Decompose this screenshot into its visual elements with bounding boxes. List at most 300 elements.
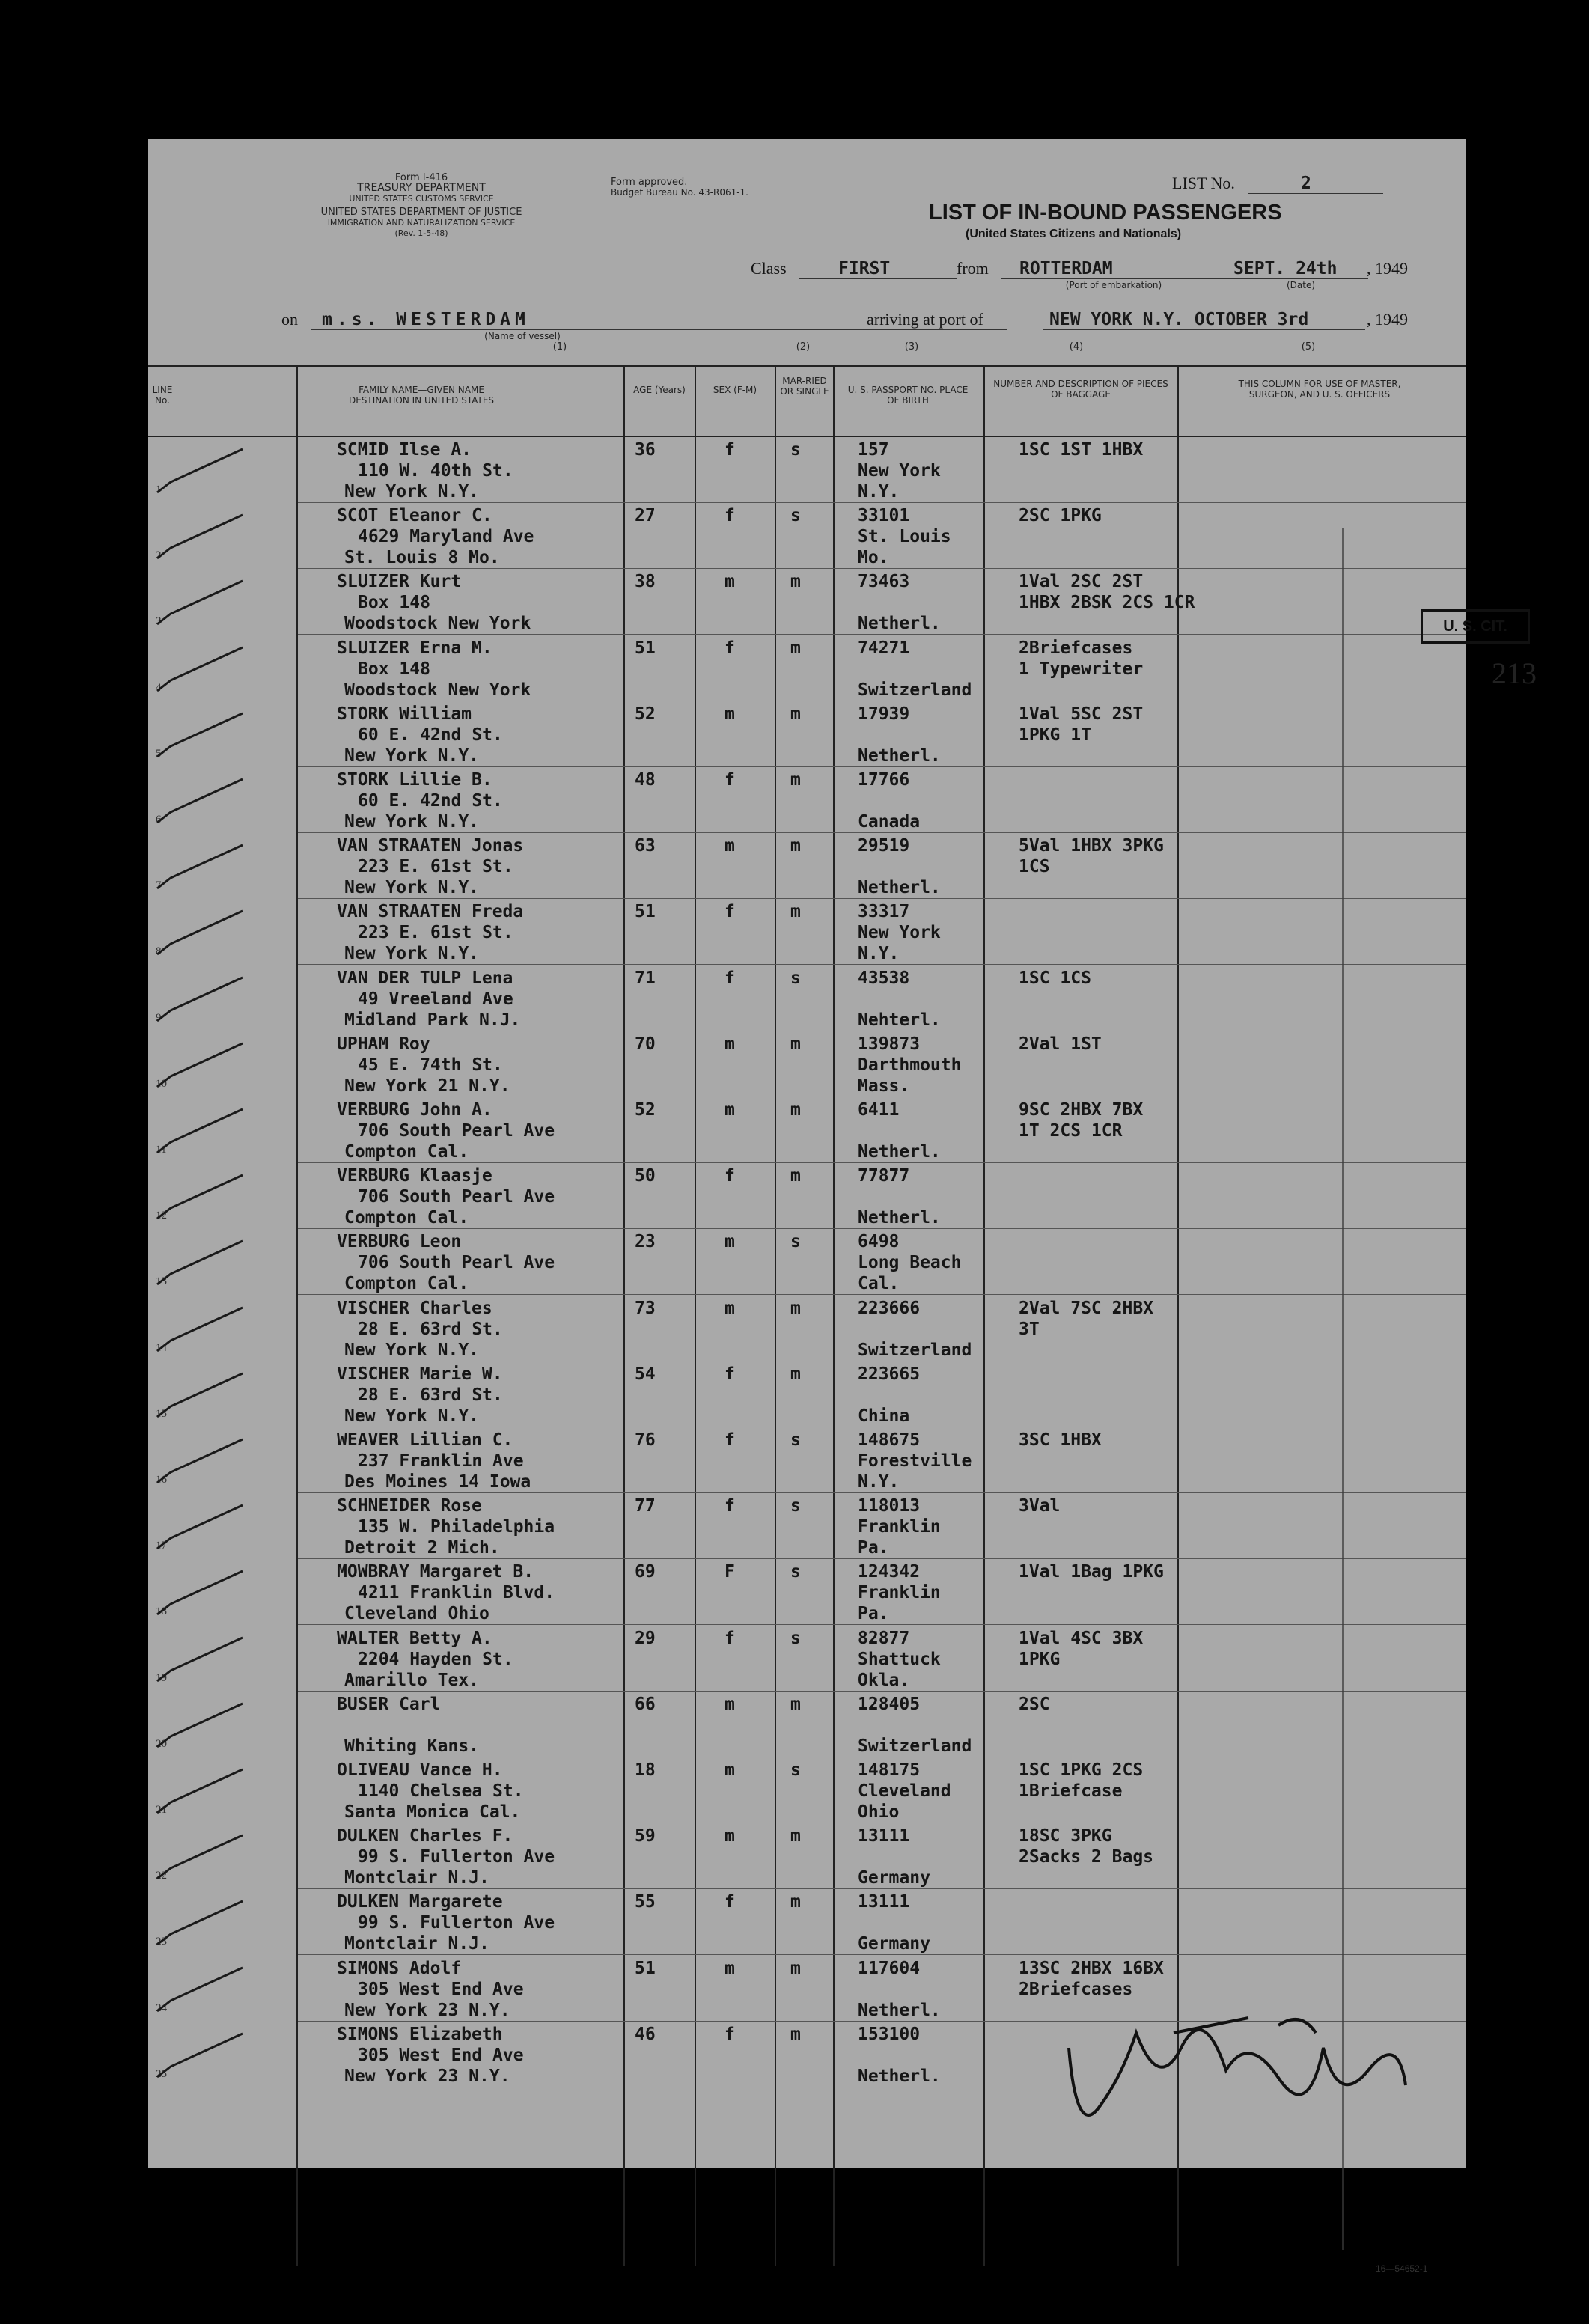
- cell-sex: f: [725, 1892, 735, 1912]
- cell-name: VAN STRAATEN Freda: [337, 902, 524, 922]
- cell-b2: Netherl.: [858, 614, 941, 634]
- arriving-label: arriving at port of: [867, 310, 983, 329]
- cell-name: UPHAM Roy: [337, 1034, 430, 1054]
- cell-addr1: 60 E. 42nd St.: [358, 791, 503, 811]
- cell-pp: 17939: [858, 704, 910, 724]
- cell-addr2: New York N.Y.: [344, 1340, 480, 1360]
- cell-b2: Nehterl.: [858, 1010, 941, 1030]
- line-number: 20: [156, 1737, 167, 1750]
- cell-age: 18: [635, 1760, 656, 1780]
- table-row: [148, 1427, 1466, 1493]
- check-mark: [154, 1966, 244, 2019]
- cell-ms: m: [790, 1892, 801, 1912]
- cell-addr2: Des Moines 14 Iowa: [344, 1472, 531, 1492]
- cell-addr2: New York N.Y.: [344, 944, 480, 964]
- cell-sex: f: [725, 1496, 735, 1516]
- cell-b1: Shattuck: [858, 1649, 941, 1669]
- table-row: [148, 899, 1466, 965]
- line-number: 2: [156, 549, 162, 562]
- cell-b2: Netherl.: [858, 2000, 941, 2020]
- cell-age: 50: [635, 1166, 656, 1186]
- line-number: 24: [156, 2001, 167, 2014]
- officer-signature: [1054, 2003, 1413, 2153]
- cell-pp: 13111: [858, 1892, 910, 1912]
- cell-addr1: 49 Vreeland Ave: [358, 989, 513, 1009]
- cell-addr2: Woodstock New York: [344, 614, 531, 634]
- cell-addr1: 706 South Pearl Ave: [358, 1121, 555, 1141]
- cell-addr2: Cleveland Ohio: [344, 1604, 489, 1624]
- col-num-2: (2): [796, 341, 811, 353]
- cell-bag1: 9SC 2HBX 7BX: [1019, 1100, 1144, 1120]
- cell-b2: Netherl.: [858, 878, 941, 898]
- arrival-year: , 1949: [1367, 310, 1408, 329]
- cell-ms: s: [790, 1562, 801, 1582]
- cell-pp: 223665: [858, 1364, 921, 1384]
- table-row: [148, 1296, 1466, 1361]
- cell-bag1: 3Val: [1019, 1496, 1061, 1516]
- line-number: 18: [156, 1605, 167, 1618]
- cell-name: SCMID Ilse A.: [337, 440, 472, 460]
- line-number: 16: [156, 1474, 167, 1486]
- cell-ms: m: [790, 902, 801, 922]
- cell-bag1: 3SC 1HBX: [1019, 1430, 1102, 1450]
- cell-addr2: Whiting Kans.: [344, 1736, 480, 1756]
- cell-b1: Franklin: [858, 1583, 941, 1603]
- list-title: LIST OF IN-BOUND PASSENGERS: [929, 201, 1282, 225]
- cell-age: 77: [635, 1496, 656, 1516]
- cell-sex: m: [725, 836, 735, 856]
- cell-sex: F: [725, 1562, 735, 1582]
- cell-sex: f: [725, 1364, 735, 1384]
- cell-pp: 43538: [858, 968, 910, 988]
- cell-addr2: Woodstock New York: [344, 680, 531, 700]
- cell-sex: f: [725, 506, 735, 526]
- customs-service: UNITED STATES CUSTOMS SERVICE: [349, 194, 494, 204]
- cell-name: VAN STRAATEN Jonas: [337, 836, 524, 856]
- arrival-underline: [1043, 329, 1365, 330]
- form-footer: 16—54652-1: [1376, 2263, 1428, 2274]
- header-name-destination: FAMILY NAME—GIVEN NAME DESTINATION IN UNITED STATES: [348, 385, 495, 406]
- cell-name: SLUIZER Kurt: [337, 572, 462, 592]
- cell-pp: 29519: [858, 836, 910, 856]
- table-row: [148, 1692, 1466, 1757]
- cell-addr1: 1140 Chelsea St.: [358, 1781, 524, 1801]
- cell-b2: Netherl.: [858, 2066, 941, 2086]
- cell-name: STORK Lillie B.: [337, 770, 492, 790]
- from-label: from: [957, 259, 989, 278]
- check-mark: [154, 1834, 244, 1886]
- vessel-name: m.s. WESTERDAM: [322, 310, 530, 329]
- cell-ms: s: [790, 506, 801, 526]
- header-official-use: THIS COLUMN FOR USE OF MASTER, SURGEON, AND U. S. OFFICERS: [1238, 379, 1401, 400]
- cell-b2: Canada: [858, 812, 921, 832]
- class-value: FIRST: [838, 259, 891, 278]
- cell-pp: 33317: [858, 902, 910, 922]
- cell-addr1: 110 W. 40th St.: [358, 461, 513, 481]
- line-number: 11: [156, 1144, 167, 1156]
- cell-name: SCOT Eleanor C.: [337, 506, 492, 526]
- cell-addr2: New York N.Y.: [344, 482, 480, 501]
- cell-b1: Long Beach: [858, 1253, 962, 1273]
- cell-bag2: 1Briefcase: [1019, 1781, 1123, 1801]
- header-passport-birthplace: U. S. PASSPORT NO. PLACE OF BIRTH: [847, 385, 969, 406]
- cell-addr1: Box 148: [358, 659, 430, 679]
- justice-dept: UNITED STATES DEPARTMENT OF JUSTICE: [320, 207, 522, 218]
- cell-ms: m: [790, 638, 801, 658]
- cell-name: DULKEN Charles F.: [337, 1826, 513, 1846]
- cell-bag1: 2SC 1PKG: [1019, 506, 1102, 526]
- cell-addr1: 99 S. Fullerton Ave: [358, 1913, 555, 1933]
- check-mark: [154, 513, 244, 566]
- class-underline: [799, 278, 957, 279]
- table-row: [148, 437, 1466, 503]
- check-mark: [154, 844, 244, 896]
- cell-name: VERBURG John A.: [337, 1100, 492, 1120]
- cell-pp: 118013: [858, 1496, 921, 1516]
- line-number: 9: [156, 1011, 162, 1024]
- check-mark: [154, 1702, 244, 1754]
- table-row: [148, 635, 1466, 701]
- cell-sex: f: [725, 902, 735, 922]
- date-underline: [1226, 278, 1368, 279]
- cell-sex: f: [725, 2024, 735, 2044]
- cell-pp: 73463: [858, 572, 910, 592]
- check-mark: [154, 1372, 244, 1424]
- cell-addr1: 706 South Pearl Ave: [358, 1187, 555, 1207]
- cell-b2: Cal.: [858, 1274, 900, 1294]
- cell-age: 46: [635, 2024, 656, 2044]
- vessel-underline: [311, 329, 1007, 330]
- cell-b1: Darthmouth: [858, 1055, 962, 1075]
- cell-name: SIMONS Adolf: [337, 1958, 462, 1978]
- cell-bag2: 1T 2CS 1CR: [1019, 1121, 1123, 1141]
- cell-ms: s: [790, 1430, 801, 1450]
- cell-addr1: 223 E. 61st St.: [358, 857, 513, 877]
- cell-age: 36: [635, 440, 656, 460]
- cell-sex: f: [725, 440, 735, 460]
- cell-b1: Franklin: [858, 1517, 941, 1537]
- cell-pp: 117604: [858, 1958, 921, 1978]
- check-mark: [154, 1174, 244, 1226]
- cell-b2: Okla.: [858, 1670, 910, 1690]
- cell-pp: 128405: [858, 1694, 921, 1714]
- cell-sex: m: [725, 1298, 735, 1318]
- cell-name: BUSER Carl: [337, 1694, 441, 1714]
- line-number: 19: [156, 1671, 167, 1684]
- cell-addr2: Compton Cal.: [344, 1142, 469, 1162]
- table-row: [148, 1097, 1466, 1163]
- cell-sex: m: [725, 1034, 735, 1054]
- cell-addr2: New York N.Y.: [344, 878, 480, 898]
- port-of-embarkation: ROTTERDAM: [1019, 259, 1113, 278]
- handwritten-count: 213: [1492, 656, 1537, 690]
- table-row: [148, 503, 1466, 569]
- cell-sex: m: [725, 1232, 735, 1252]
- cell-bag1: 2Val 1ST: [1019, 1034, 1102, 1054]
- cell-bag1: 1Val 4SC 3BX: [1019, 1628, 1144, 1648]
- cell-age: 27: [635, 506, 656, 526]
- cell-sex: f: [725, 1166, 735, 1186]
- check-mark: [154, 579, 244, 632]
- cell-b1: Cleveland: [858, 1781, 951, 1801]
- cell-name: VISCHER Marie W.: [337, 1364, 503, 1384]
- cell-addr1: 305 West End Ave: [358, 2045, 524, 2065]
- cell-age: 38: [635, 572, 656, 592]
- cell-b2: Mass.: [858, 1076, 910, 1096]
- cell-b2: Germany: [858, 1934, 930, 1954]
- check-mark: [154, 1636, 244, 1689]
- ins-service: IMMIGRATION AND NATURALIZATION SERVICE: [327, 218, 516, 228]
- cell-addr2: Detroit 2 Mich.: [344, 1538, 500, 1558]
- cell-b1: St. Louis: [858, 527, 951, 547]
- line-number: 7: [156, 879, 162, 892]
- cell-b2: Netherl.: [858, 1208, 941, 1228]
- cell-pp: 74271: [858, 638, 910, 658]
- cell-bag1: 18SC 3PKG: [1019, 1826, 1112, 1846]
- table-row: [148, 1493, 1466, 1559]
- check-mark: [154, 712, 244, 764]
- on-label: on: [281, 310, 298, 329]
- check-mark: [154, 1438, 244, 1490]
- cell-pp: 17766: [858, 770, 910, 790]
- cell-pp: 82877: [858, 1628, 910, 1648]
- header-age: AGE (Years): [633, 385, 686, 395]
- cell-age: 52: [635, 704, 656, 724]
- line-number: 12: [156, 1210, 167, 1222]
- departure-date: SEPT. 24th: [1233, 259, 1338, 278]
- cell-name: DULKEN Margarete: [337, 1892, 503, 1912]
- cell-addr2: New York N.Y.: [344, 1406, 480, 1426]
- cell-sex: m: [725, 1958, 735, 1978]
- budget-bureau: Budget Bureau No. 43-R061-1.: [611, 187, 748, 198]
- cell-b1: Forestville: [858, 1451, 972, 1471]
- check-mark: [154, 1768, 244, 1820]
- line-number: 22: [156, 1870, 167, 1882]
- cell-bag1: 2SC: [1019, 1694, 1050, 1714]
- manifest-page: [148, 139, 1537, 2274]
- cell-b2: Mo.: [858, 548, 889, 568]
- cell-b1: New York: [858, 461, 941, 481]
- cell-bag1: 1Val 2SC 2ST: [1019, 572, 1144, 592]
- cell-name: STORK William: [337, 704, 472, 724]
- list-no-label: LIST No.: [1172, 174, 1235, 192]
- cell-bag1: 2Val 7SC 2HBX: [1019, 1298, 1154, 1318]
- table-row: [148, 966, 1466, 1031]
- cell-bag1: 1SC 1ST 1HBX: [1019, 440, 1144, 460]
- cell-age: 52: [635, 1100, 656, 1120]
- line-number: 14: [156, 1341, 167, 1354]
- cell-b2: N.Y.: [858, 1472, 900, 1492]
- cell-sex: f: [725, 968, 735, 988]
- cell-bag2: 1PKG 1T: [1019, 725, 1091, 745]
- table-row: [148, 1163, 1466, 1229]
- cell-pp: 13111: [858, 1826, 910, 1846]
- cell-ms: s: [790, 968, 801, 988]
- pencil-mark: [1342, 528, 1344, 2250]
- cell-b2: Pa.: [858, 1538, 889, 1558]
- table-row: [148, 569, 1466, 635]
- list-number: 2: [1301, 174, 1311, 193]
- vessel-caption: (Name of vessel): [484, 331, 561, 341]
- cell-pp: 33101: [858, 506, 910, 526]
- cell-bag2: 1PKG: [1019, 1649, 1061, 1669]
- cell-age: 23: [635, 1232, 656, 1252]
- cell-name: VERBURG Klaasje: [337, 1166, 492, 1186]
- treasury-dept: TREASURY DEPARTMENT: [357, 182, 486, 194]
- cell-name: SIMONS Elizabeth: [337, 2024, 503, 2044]
- cell-age: 54: [635, 1364, 656, 1384]
- cell-age: 55: [635, 1892, 656, 1912]
- cell-age: 29: [635, 1628, 656, 1648]
- cell-b2: Netherl.: [858, 1142, 941, 1162]
- cell-bag1: 13SC 2HBX 16BX: [1019, 1958, 1164, 1978]
- cell-b2: Netherl.: [858, 745, 941, 766]
- arrival-port-date: NEW YORK N.Y. OCTOBER 3rd: [1049, 310, 1309, 329]
- cell-age: 63: [635, 836, 656, 856]
- cell-addr1: 223 E. 61st St.: [358, 923, 513, 943]
- cell-addr2: Montclair N.J.: [344, 1868, 489, 1888]
- cell-addr2: Montclair N.J.: [344, 1934, 489, 1954]
- cell-age: 69: [635, 1562, 656, 1582]
- cell-addr2: New York N.Y.: [344, 812, 480, 832]
- cell-addr1: 4629 Maryland Ave: [358, 527, 534, 547]
- cell-ms: s: [790, 1628, 801, 1648]
- header-baggage: NUMBER AND DESCRIPTION OF PIECES OF BAGGAGE: [993, 379, 1168, 400]
- cell-addr2: Midland Park N.J.: [344, 1010, 521, 1030]
- cell-age: 76: [635, 1430, 656, 1450]
- cell-name: MOWBRAY Margaret B.: [337, 1562, 534, 1582]
- cell-name: SLUIZER Erna M.: [337, 638, 492, 658]
- cell-addr2: St. Louis 8 Mo.: [344, 548, 500, 568]
- cell-sex: f: [725, 638, 735, 658]
- cell-name: VISCHER Charles: [337, 1298, 492, 1318]
- cell-age: 71: [635, 968, 656, 988]
- cell-pp: 77877: [858, 1166, 910, 1186]
- cell-bag2: 2Briefcases: [1019, 1979, 1133, 1999]
- cell-bag1: 1Val 1Bag 1PKG: [1019, 1562, 1164, 1582]
- cell-addr1: 237 Franklin Ave: [358, 1451, 524, 1471]
- cell-age: 51: [635, 638, 656, 658]
- revision: (Rev. 1-5-48): [394, 228, 448, 238]
- cell-addr2: Santa Monica Cal.: [344, 1802, 521, 1822]
- cell-ms: s: [790, 440, 801, 460]
- cell-sex: f: [725, 1430, 735, 1450]
- cell-b2: Switzerland: [858, 1736, 972, 1756]
- cell-b2: N.Y.: [858, 944, 900, 964]
- cell-name: VAN DER TULP Lena: [337, 968, 513, 988]
- line-number: 21: [156, 1804, 167, 1816]
- table-row: [148, 1559, 1466, 1625]
- cell-ms: m: [790, 704, 801, 724]
- cell-age: 51: [635, 902, 656, 922]
- cell-addr2: Compton Cal.: [344, 1274, 469, 1294]
- check-mark: [154, 1108, 244, 1160]
- cell-age: 48: [635, 770, 656, 790]
- table-row: [148, 701, 1466, 767]
- departure-year: , 1949: [1367, 259, 1408, 278]
- header-line-no: LINE No.: [152, 385, 173, 406]
- cell-addr2: Compton Cal.: [344, 1208, 469, 1228]
- cell-bag1: 2Briefcases: [1019, 638, 1133, 658]
- class-label: Class: [751, 259, 787, 278]
- cell-addr1: Box 148: [358, 593, 430, 613]
- cell-bag1: 5Val 1HBX 3PKG: [1019, 836, 1164, 856]
- cell-ms: m: [790, 1958, 801, 1978]
- check-mark: [154, 448, 244, 500]
- list-subtitle: (United States Citizens and Nationals): [966, 228, 1182, 240]
- check-mark: [154, 1570, 244, 1622]
- cell-bag2: 3T: [1019, 1319, 1040, 1339]
- check-mark: [154, 1900, 244, 1952]
- cell-pp: 148675: [858, 1430, 921, 1450]
- table-row: [148, 1229, 1466, 1295]
- cell-bag2: 2Sacks 2 Bags: [1019, 1847, 1154, 1867]
- cell-name: VERBURG Leon: [337, 1232, 462, 1252]
- check-mark: [154, 778, 244, 830]
- cell-addr2: New York 23 N.Y.: [344, 2000, 510, 2020]
- cell-addr2: New York 21 N.Y.: [344, 1076, 510, 1096]
- cell-bag1: 1Val 5SC 2ST: [1019, 704, 1144, 724]
- cell-ms: m: [790, 1364, 801, 1384]
- cell-ms: m: [790, 1100, 801, 1120]
- table-row: [148, 1823, 1466, 1889]
- cell-addr1: 706 South Pearl Ave: [358, 1253, 555, 1273]
- line-number: 13: [156, 1275, 167, 1288]
- cell-ms: m: [790, 1034, 801, 1054]
- cell-b2: Ohio: [858, 1802, 900, 1822]
- line-number: 6: [156, 814, 162, 826]
- cell-name: SCHNEIDER Rose: [337, 1496, 482, 1516]
- cell-b2: N.Y.: [858, 482, 900, 501]
- cell-ms: m: [790, 770, 801, 790]
- check-mark: [154, 909, 244, 962]
- cell-sex: m: [725, 704, 735, 724]
- cell-addr2: New York 23 N.Y.: [344, 2066, 510, 2086]
- date-caption: (Date): [1286, 280, 1316, 290]
- cell-sex: f: [725, 770, 735, 790]
- cell-ms: s: [790, 1760, 801, 1780]
- cell-ms: m: [790, 572, 801, 592]
- line-number: 4: [156, 681, 162, 694]
- line-number: 17: [156, 1540, 167, 1552]
- cell-bag2: 1HBX 2BSK 2CS 1CR: [1019, 593, 1195, 613]
- cell-bag2: 1 Typewriter: [1019, 659, 1144, 679]
- cell-b2: Switzerland: [858, 680, 972, 700]
- port-underline: [1001, 278, 1226, 279]
- cell-addr2: New York N.Y.: [344, 745, 480, 766]
- cell-bag1: 1SC 1CS: [1019, 968, 1091, 988]
- cell-addr1: 305 West End Ave: [358, 1979, 524, 1999]
- table-row: [148, 1361, 1466, 1427]
- cell-ms: m: [790, 836, 801, 856]
- cell-name: WEAVER Lillian C.: [337, 1430, 513, 1450]
- cell-name: OLIVEAU Vance H.: [337, 1760, 503, 1780]
- cell-addr1: 135 W. Philadelphia: [358, 1517, 555, 1537]
- check-mark: [154, 1239, 244, 1292]
- cell-b2: China: [858, 1406, 910, 1426]
- check-mark: [154, 1042, 244, 1094]
- cell-addr1: 4211 Franklin Blvd.: [358, 1583, 555, 1603]
- check-mark: [154, 1306, 244, 1358]
- cell-addr1: 60 E. 42nd St.: [358, 725, 503, 745]
- cell-pp: 124342: [858, 1562, 921, 1582]
- line-number: 15: [156, 1407, 167, 1420]
- cell-name: WALTER Betty A.: [337, 1628, 492, 1648]
- cell-ms: m: [790, 1694, 801, 1714]
- table-row: [148, 1031, 1466, 1097]
- line-number: 23: [156, 1936, 167, 1948]
- cell-addr1: 45 E. 74th St.: [358, 1055, 503, 1075]
